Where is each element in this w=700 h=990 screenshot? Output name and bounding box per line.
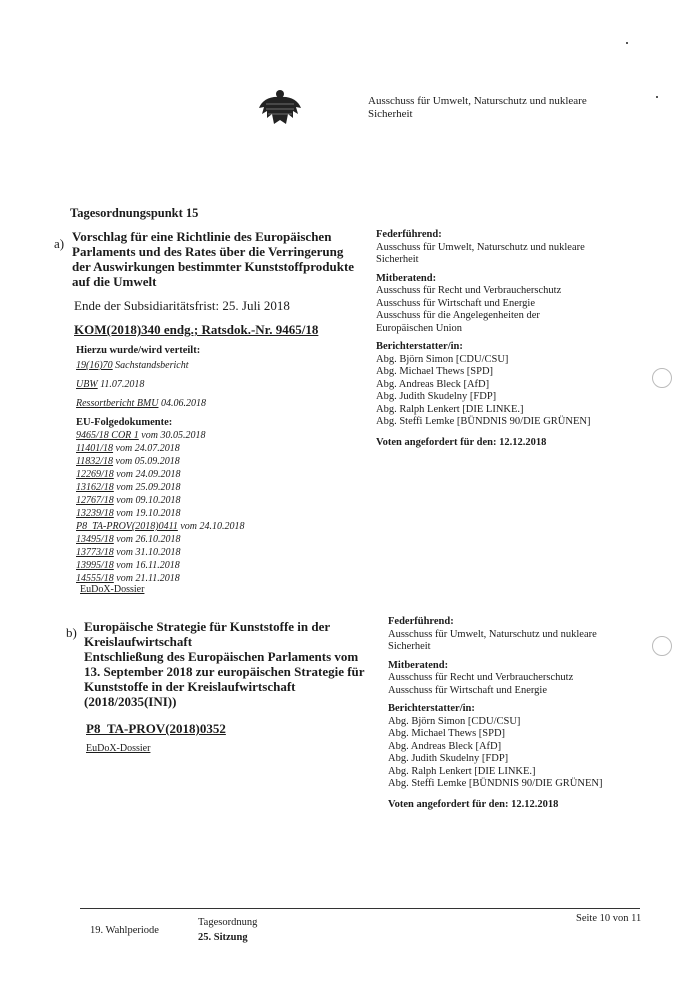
eu-doc-date: vom 24.10.2018	[177, 521, 245, 532]
eu-doc-item	[76, 429, 245, 442]
agenda-point-title: Tagesordnungspunkt 15	[70, 206, 199, 220]
eu-doc-item	[76, 481, 245, 494]
rapporteur-line: Abg. Andreas Bleck [AfD]	[388, 740, 502, 752]
scan-speck	[626, 42, 628, 44]
rapporteur-line: Abg. Ralph Lenkert [DIE LINKE.]	[388, 765, 536, 777]
eu-doc-date: vom 24.09.2018	[113, 469, 181, 480]
committee-header	[368, 95, 628, 121]
rapporteur-line: Abg. Steffi Lemke [BÜNDNIS 90/DIE GRÜNEN]	[376, 416, 591, 427]
co-line: Ausschuss für Recht und Verbraucherschutz	[376, 285, 562, 296]
kom-reference[interactable]: KOM(2018)340 endg.; Ratsdok.-Nr. 9465/18	[74, 322, 319, 337]
co-line: Ausschuss für Wirtschaft und Energie	[388, 684, 547, 696]
title-line: Kunststoffe in der Kreislaufwirtschaft	[84, 679, 296, 694]
title-line: Europäische Strategie für Kunststoffe in der	[84, 619, 331, 634]
eu-doc-date: vom 21.11.2018	[113, 573, 180, 584]
item-a-marker: a)	[54, 236, 65, 251]
voten-deadline: Voten angefordert für den: 12.12.2018	[388, 798, 559, 810]
eudox-dossier-link-a[interactable]: EuDoX-Dossier	[80, 584, 145, 595]
title-line: Entschließung des Europäischen Parlaments vom	[84, 649, 359, 664]
footer-agenda: Tagesordnung	[198, 917, 258, 928]
distributed-link[interactable]: UBW	[76, 379, 98, 390]
rapporteur-line: Abg. Andreas Bleck [AfD]	[376, 378, 490, 390]
distributed-item	[76, 397, 206, 410]
distributed-link[interactable]: Ressortbericht BMU	[76, 398, 159, 409]
eu-doc-link[interactable]: 13162/18	[76, 482, 114, 493]
eudox-dossier-link-b[interactable]: EuDoX-Dossier	[86, 743, 151, 754]
title-line: Kreislaufwirtschaft	[84, 634, 193, 649]
eu-doc-item	[76, 455, 245, 468]
committee-line: Sicherheit	[368, 108, 413, 120]
rapporteur-line: Abg. Judith Skudelny [FDP]	[388, 753, 509, 764]
eu-doc-link[interactable]: P8_TA-PROV(2018)0411	[76, 521, 178, 532]
eu-doc-link[interactable]: 13773/18	[76, 547, 114, 558]
eu-doc-date: vom 05.09.2018	[113, 456, 180, 467]
eu-doc-date: vom 16.11.2018	[113, 560, 180, 571]
co-heading: Mitberatend:	[376, 272, 437, 284]
eu-doc-link[interactable]: 13995/18	[76, 560, 114, 571]
eu-doc-item	[76, 559, 245, 572]
eu-doc-item	[76, 546, 245, 559]
rapporteur-line: Abg. Michael Thews [SPD]	[388, 728, 506, 739]
rapporteur-line: Abg. Michael Thews [SPD]	[376, 366, 494, 377]
item-a-title	[72, 229, 372, 289]
distributed-link[interactable]: 19(16)70	[76, 360, 113, 371]
lead-line: Sicherheit	[388, 641, 431, 652]
distributed-text: 11.07.2018	[97, 379, 145, 390]
footer-page-number: Seite 10 von 11	[576, 913, 642, 924]
footer-session: 25. Sitzung	[198, 932, 248, 943]
eu-doc-link[interactable]: 11401/18	[76, 443, 114, 454]
footer-period: 19. Wahlperiode	[90, 925, 159, 936]
item-a-committees	[376, 229, 646, 449]
rapporteur-line: Abg. Ralph Lenkert [DIE LINKE.]	[376, 403, 524, 415]
subsidiarity-deadline: Ende der Subsidiaritätsfrist: 25. Juli 2018	[74, 298, 290, 313]
eu-doc-link[interactable]: 9465/18 COR 1	[76, 430, 139, 441]
co-line: Europäischen Union	[376, 322, 463, 334]
eu-doc-date: vom 26.10.2018	[113, 534, 181, 545]
eu-doc-item	[76, 507, 245, 520]
lead-line: Ausschuss für Umwelt, Naturschutz und nukleare	[388, 628, 597, 640]
punch-hole	[652, 368, 672, 388]
eu-doc-date: vom 09.10.2018	[113, 495, 181, 506]
committee-line: Ausschuss für Umwelt, Naturschutz und nukleare	[368, 95, 587, 107]
title-line: 13. September 2018 zur europäischen Strategie für	[84, 664, 365, 679]
lead-line: Ausschuss für Umwelt, Naturschutz und nukleare	[376, 241, 585, 253]
distributed-item	[76, 378, 144, 391]
distributed-text: Sachstandsbericht	[112, 360, 189, 371]
rapporteur-heading: Berichterstatter/in:	[388, 703, 475, 714]
eu-doc-link[interactable]: 14555/18	[76, 573, 114, 584]
bundestag-eagle-logo	[258, 88, 302, 128]
title-line: auf die Umwelt	[72, 274, 157, 289]
lead-heading: Federführend:	[388, 616, 454, 627]
footer-divider	[80, 908, 640, 909]
co-line: Ausschuss für Wirtschaft und Energie	[376, 297, 535, 309]
eu-doc-link[interactable]: 12767/18	[76, 495, 114, 506]
title-line: (2018/2035(INI))	[84, 694, 177, 709]
distributed-item	[76, 359, 189, 372]
p8-reference[interactable]: P8_TA-PROV(2018)0352	[86, 721, 226, 736]
distributed-text: 04.06.2018	[158, 398, 206, 409]
title-line: Vorschlag für eine Richtlinie des Europäischen	[72, 229, 332, 244]
co-heading: Mitberatend:	[388, 659, 449, 671]
lead-heading: Federführend:	[376, 229, 442, 240]
eu-doc-item	[76, 533, 245, 546]
distributed-heading: Hierzu wurde/wird verteilt:	[76, 345, 201, 356]
title-line: Parlaments und des Rates über die Verringerung	[72, 244, 344, 259]
co-line: Ausschuss für Recht und Verbraucherschutz	[388, 672, 574, 683]
eu-doc-date: vom 25.09.2018	[113, 482, 181, 493]
eu-doc-item	[76, 494, 245, 507]
eu-doc-link[interactable]: 12269/18	[76, 469, 114, 480]
rapporteur-heading: Berichterstatter/in:	[376, 341, 463, 352]
eu-doc-item	[76, 442, 245, 455]
punch-hole	[652, 636, 672, 656]
eu-doc-date: vom 19.10.2018	[113, 508, 181, 519]
item-b-marker: b)	[66, 625, 77, 640]
rapporteur-line: Abg. Judith Skudelny [FDP]	[376, 391, 497, 402]
title-line: der Auswirkungen bestimmter Kunststoffprodukte	[72, 259, 355, 274]
rapporteur-line: Abg. Björn Simon [CDU/CSU]	[376, 353, 509, 365]
item-b-committees	[388, 616, 658, 811]
eu-doc-link[interactable]: 13495/18	[76, 534, 114, 545]
eu-doc-item	[76, 520, 245, 533]
rapporteur-line: Abg. Björn Simon [CDU/CSU]	[388, 715, 521, 727]
eu-doc-date: vom 31.10.2018	[113, 547, 181, 558]
eu-doc-item	[76, 468, 245, 481]
rapporteur-line: Abg. Steffi Lemke [BÜNDNIS 90/DIE GRÜNEN]	[388, 778, 603, 789]
scan-speck	[656, 96, 658, 98]
voten-deadline: Voten angefordert für den: 12.12.2018	[376, 436, 547, 448]
co-line: Ausschuss für die Angelegenheiten der	[376, 310, 540, 321]
eu-doc-link[interactable]: 13239/18	[76, 508, 114, 519]
eu-doc-date: vom 30.05.2018	[138, 430, 206, 441]
eu-docs-list	[76, 429, 245, 585]
eu-docs-heading: EU-Folgedokumente:	[76, 417, 173, 428]
eu-doc-link[interactable]: 11832/18	[76, 456, 114, 467]
eu-doc-date: vom 24.07.2018	[113, 443, 180, 454]
item-b-title	[84, 619, 379, 709]
lead-line: Sicherheit	[376, 254, 419, 265]
